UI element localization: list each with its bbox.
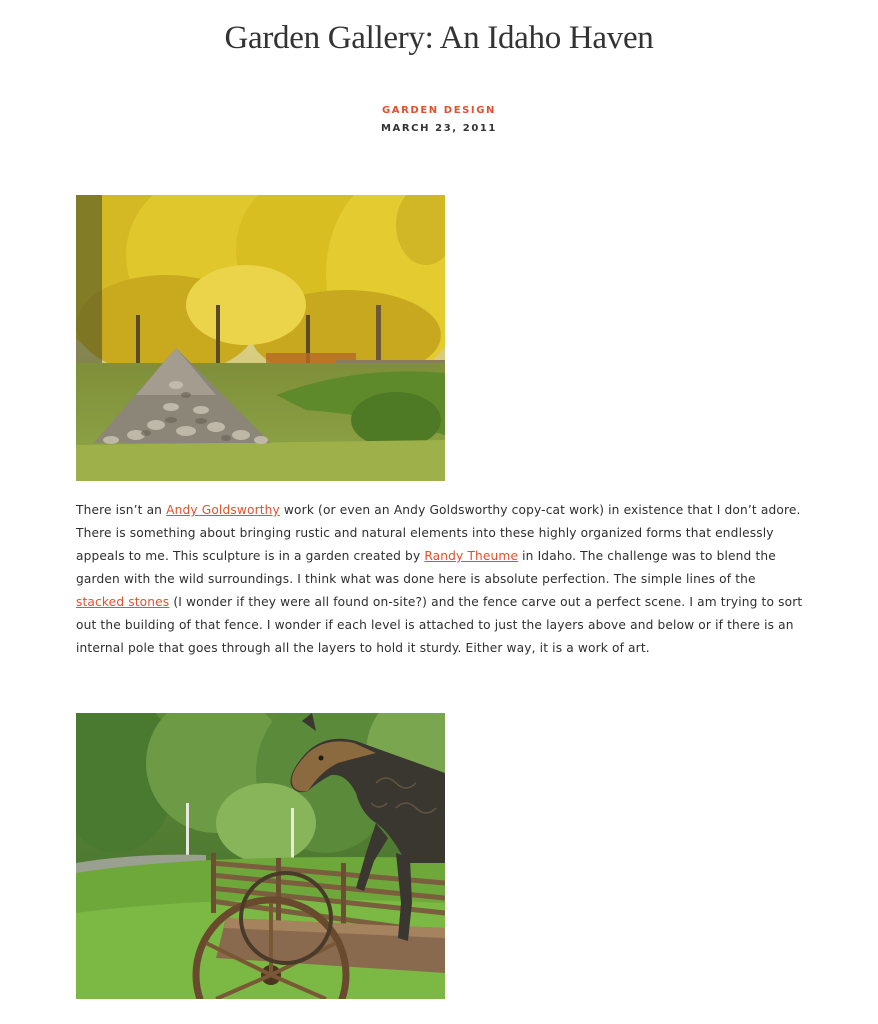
- paragraph-text-3: in Idaho. The challenge was to blend the garden with the wild surroundings. I think what was done here is absolute perfection. The simple lines of the: [76, 549, 776, 586]
- andy-goldsworthy-link[interactable]: Andy Goldsworthy: [166, 503, 280, 517]
- paragraph-text-4: (I wonder if they were all found on-site?) and the fence carve out a perfect scene. I am trying to sort out the building of that fence. I wonder if each level is attached to just the layers above and below or if there is an internal pole that goes through all the layers to hold it sturdy. Either way, it is a work of art.: [76, 595, 803, 655]
- horse-sculpture-photo: [76, 713, 445, 999]
- paragraph-text-1: There isn’t an: [76, 503, 167, 517]
- stacked-stones-link[interactable]: stacked stones: [76, 595, 170, 609]
- post-body-paragraph: [76, 499, 806, 660]
- paragraph-text-2: work (or even an Andy Goldsworthy copy-cat work) in existence that I don’t adore. There is something about bringing rustic and natural elements into these highly organized forms that endlessly appeals to me. This sculpture is in a garden created by: [76, 503, 801, 563]
- post-title: Garden Gallery: An Idaho Haven: [224, 20, 654, 56]
- stone-pyramid-photo: [76, 195, 445, 481]
- randy-theume-link[interactable]: Randy Theume: [424, 549, 519, 563]
- post-date: MARCH 23, 2011: [380, 123, 497, 134]
- category-link[interactable]: GARDEN DESIGN: [381, 105, 497, 116]
